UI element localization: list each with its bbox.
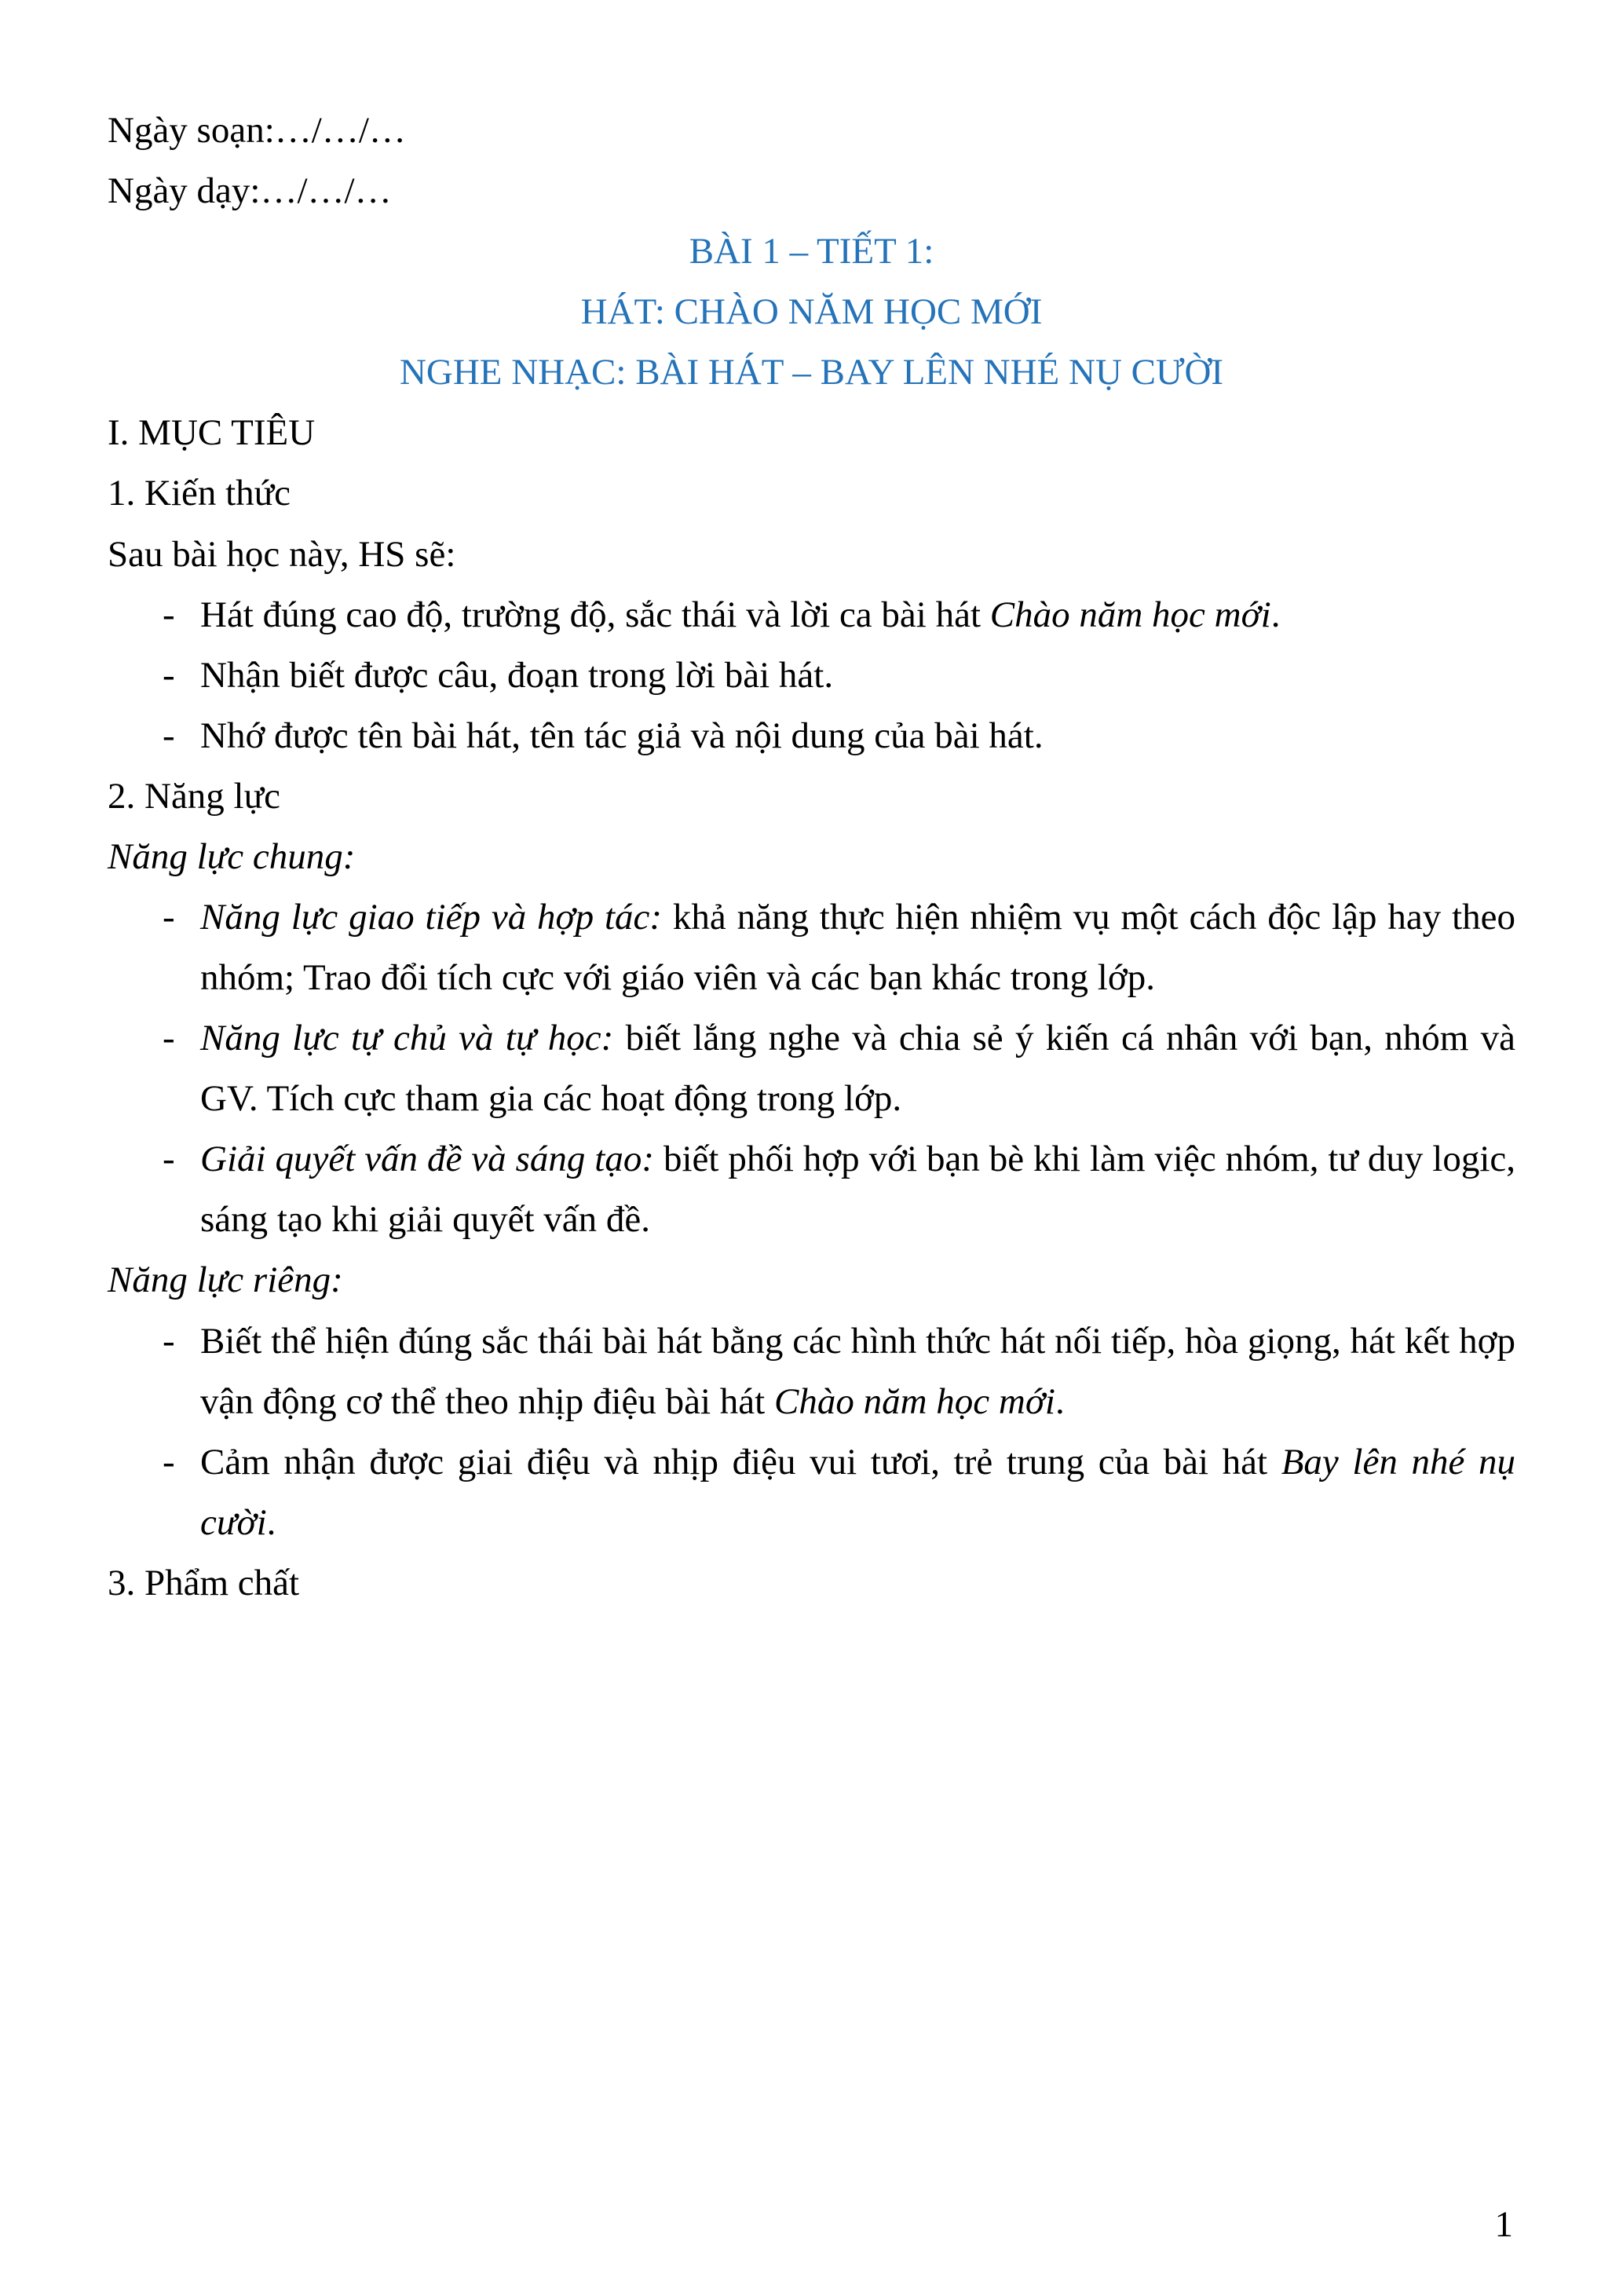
date-prepared-line: Ngày soạn:…/…/… xyxy=(108,110,406,151)
doc-title-line-3: NGHE NHẠC: BÀI HÁT – BAY LÊN NHÉ NỤ CƯỜI xyxy=(399,352,1224,393)
dash-bullet: - xyxy=(163,1018,175,1059)
list-item xyxy=(163,585,1515,645)
list-item-text xyxy=(200,706,1515,766)
list-item xyxy=(163,645,1515,706)
item-text-segment: Nhận biết được câu, đoạn trong lời bài hát. xyxy=(200,654,834,696)
list-item-text xyxy=(200,1432,1515,1553)
dash-bullet: - xyxy=(163,1441,175,1483)
dash-bullet: - xyxy=(163,594,175,635)
item-text-segment: khả năng thực hiện nhiệm vụ một cách độc lập hay theo nhóm; Trao đổi tích cực với giáo viên và các bạn khác trong lớp. xyxy=(200,897,1515,999)
list-item xyxy=(163,1008,1515,1129)
doc-title-line-1: BÀI 1 – TIẾT 1: xyxy=(689,231,934,272)
nang-luc-chung-list xyxy=(108,887,1515,1250)
item-text-segment: Hát đúng cao độ, trường độ, sắc thái và lời ca bài hát xyxy=(200,594,990,635)
item-emphasis-text: Bay lên nhé nụ cười xyxy=(200,1441,1515,1543)
group-heading-nang-luc-rieng: Năng lực riêng: xyxy=(108,1260,343,1301)
item-text-segment: . xyxy=(1270,594,1281,635)
page-number: 1 xyxy=(1494,2203,1513,2245)
doc-title-line-2: HÁT: CHÀO NĂM HỌC MỚI xyxy=(580,291,1043,333)
dash-bullet: - xyxy=(163,654,175,696)
kien-thuc-list xyxy=(108,585,1515,766)
list-item xyxy=(163,887,1515,1008)
item-emphasis-text: Năng lực tự chủ và tự học: xyxy=(200,1018,626,1059)
list-item-text xyxy=(200,585,1515,645)
list-item xyxy=(163,1432,1515,1553)
list-item xyxy=(163,1311,1515,1432)
list-item-text xyxy=(200,1008,1515,1129)
item-emphasis-text: Chào năm học mới xyxy=(773,1380,1055,1422)
group-heading-nang-luc-chung: Năng lực chung: xyxy=(108,835,356,877)
item-text-segment: . xyxy=(266,1501,276,1543)
item-emphasis-text: Chào năm học mới xyxy=(989,594,1271,635)
item-text-segment: Cảm nhận được giai điệu và nhịp điệu vui tươi, trẻ trung của bài hát xyxy=(200,1441,1281,1483)
list-item xyxy=(163,1129,1515,1250)
list-item xyxy=(163,706,1515,766)
item-text-segment: biết lắng nghe và chia sẻ ý kiến cá nhân với bạn, nhóm và GV. Tích cực tham gia các hoạt động trong lớp. xyxy=(200,1018,1515,1120)
item-text-segment: biết phối hợp với bạn bè khi làm việc nhóm, tư duy logic, sáng tạo khi giải quyết vấn đề. xyxy=(200,1139,1516,1241)
kien-thuc-intro: Sau bài học này, HS sẽ: xyxy=(108,533,456,575)
list-item-text xyxy=(200,887,1515,1008)
dash-bullet: - xyxy=(163,715,175,756)
item-text-segment: Nhớ được tên bài hát, tên tác giả và nội dung của bài hát. xyxy=(200,715,1044,756)
dash-bullet: - xyxy=(163,1320,175,1362)
dash-bullet: - xyxy=(163,897,175,938)
subsection-heading-pham-chat: 3. Phẩm chất xyxy=(108,1562,300,1603)
subsection-heading-kien-thuc: 1. Kiến thức xyxy=(108,473,291,514)
item-emphasis-text: Giải quyết vấn đề và sáng tạo: xyxy=(200,1139,663,1180)
item-text-segment: . xyxy=(1055,1380,1065,1422)
list-item-text xyxy=(200,1311,1515,1432)
list-item-text xyxy=(200,645,1515,706)
nang-luc-rieng-list xyxy=(108,1311,1515,1553)
item-emphasis-text: Năng lực giao tiếp và hợp tác: xyxy=(200,897,673,938)
date-taught-line: Ngày dạy:…/…/… xyxy=(108,170,392,212)
list-item-text xyxy=(200,1129,1515,1250)
section-heading-muc-tieu: I. MỤC TIÊU xyxy=(108,412,316,454)
item-text-segment: Biết thể hiện đúng sắc thái bài hát bằng các hình thức hát nối tiếp, hòa giọng, hát kết hợp vận động cơ thể theo nhịp điệu bài hát xyxy=(200,1320,1515,1422)
subsection-heading-nang-luc: 2. Năng lực xyxy=(108,775,280,817)
dash-bullet: - xyxy=(163,1139,175,1180)
